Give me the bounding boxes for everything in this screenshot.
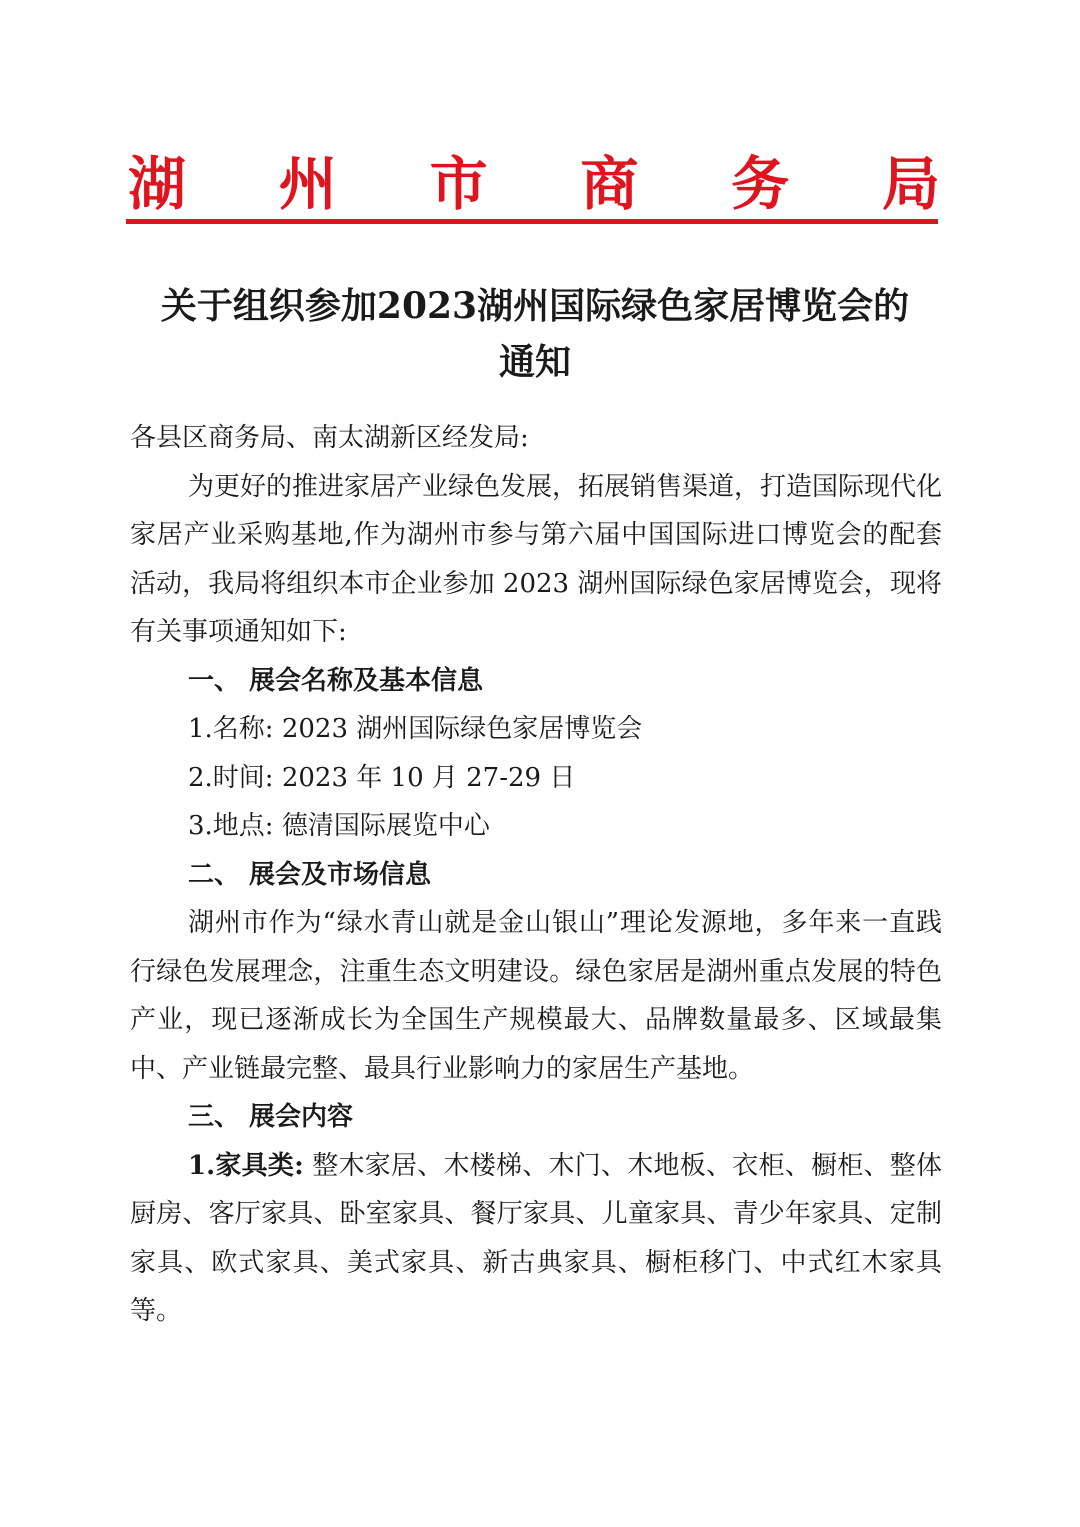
letterhead-red-rule bbox=[126, 219, 938, 224]
letterhead-char: 商 bbox=[580, 150, 639, 218]
furniture-label: 1.家具类: bbox=[188, 1150, 304, 1181]
document-title bbox=[110, 278, 960, 390]
section-3-heading: 三、 展会内容 bbox=[188, 1102, 354, 1132]
section-2-paragraph: 湖州市作为“绿水青山就是金山银山”理论发源地，多年来一直践行绿色发展理念，注重生态文明建设。绿色家居是湖州重点发展的特色产业，现已逐渐成长为全国生产规模最大、品牌数量最多、区域最集中、产业链最完整、最具行业影响力的家居生产基地。 bbox=[130, 908, 942, 1084]
section-2-heading: 二、 展会及市场信息 bbox=[188, 859, 432, 890]
section-3-item-furniture bbox=[130, 1142, 942, 1336]
document-body bbox=[130, 414, 942, 1336]
letterhead-char: 局 bbox=[881, 150, 940, 218]
letterhead bbox=[128, 148, 940, 220]
salutation: 各县区商务局、南太湖新区经发局: bbox=[130, 423, 529, 453]
letterhead-char: 市 bbox=[429, 150, 488, 218]
letterhead-char: 务 bbox=[731, 150, 790, 218]
document-title-line-2: 通知 bbox=[498, 341, 571, 383]
letterhead-char: 州 bbox=[278, 150, 337, 218]
furniture-list: 整木家居、木楼梯、木门、木地板、衣柜、橱柜、整体厨房、客厅家具、卧室家具、餐厅家具、儿童家具、青少年家具、定制家具、欧式家具、美式家具、新古典家具、橱柜移门、中式红木家具等。 bbox=[130, 1150, 943, 1326]
section-1-item-name: 1.名称: 2023 湖州国际绿色家居博览会 bbox=[188, 714, 643, 744]
section-1-item-location: 3.地点: 德清国际展览中心 bbox=[188, 811, 490, 841]
document-title-line-1: 关于组织参加2023湖州国际绿色家居博览会的 bbox=[160, 285, 910, 327]
section-1-item-time: 2.时间: 2023 年 10 月 27-29 日 bbox=[188, 762, 576, 793]
section-1-heading: 一、 展会名称及基本信息 bbox=[188, 665, 484, 696]
intro-paragraph: 为更好的推进家居产业绿色发展，拓展销售渠道，打造国际现代化家居产业采购基地,作为湖州市参与第六届中国国际进口博览会的配套活动，我局将组织本市企业参加 2023 湖州国际绿色家居博览会，现将有关事项通知如下: bbox=[130, 471, 943, 647]
letterhead-char: 湖 bbox=[128, 150, 187, 218]
